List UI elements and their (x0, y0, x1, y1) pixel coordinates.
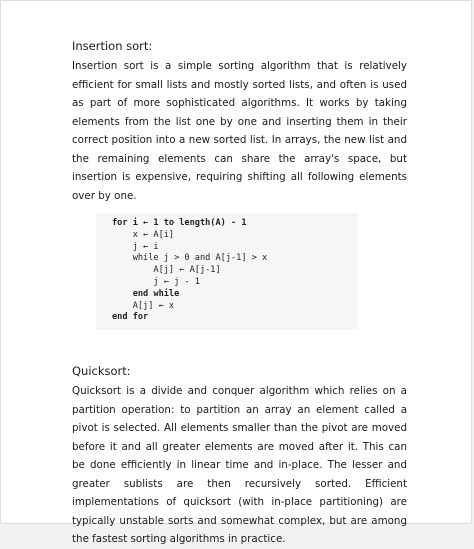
code-line: A[j] ← x (112, 300, 175, 311)
quicksort-heading: Quicksort: (72, 364, 131, 379)
section-spacer (72, 330, 407, 363)
code-line: end while (112, 288, 180, 299)
code-line: while j > 0 and A[j-1] > x (112, 253, 268, 264)
document-content (72, 38, 407, 549)
insertion-sort-paragraph: Insertion sort is a simple sorting algorithm that is relatively efficient for small lists and mostly sorted lists, and often is used as part of more sophisticated algorithms. It works by taking elements from the list one by one and inserting them in their correct position into a new sorted list. In arrays, the new list and the remaining elements can share the array's space, but insertion is expensive, requiring shifting all following elements over by one. (72, 60, 407, 202)
code-line: j ← i (112, 241, 159, 252)
code-line: A[j] ← A[j-1] (112, 265, 221, 276)
insertion-sort-heading: Insertion sort: (72, 39, 153, 53)
code-line: end for (112, 312, 149, 323)
quicksort-paragraph: Quicksort is a divide and conquer algorithm which relies on a partition operation: to partition an array an element called a pivot is selected. All elements smaller than the pivot are moved before it and all greater elements are moved after it. This can be done efficiently in linear time and in-place. The lesser and greater sublists are then recursively sorted. Efficient implementations of quicksort (with in-place partitioning) are typically unstable sorts and somewhat complex, but are among the fastest sorting algorithms in practice. (72, 385, 407, 546)
code-line: x ← A[i] (112, 229, 175, 240)
code-line: j ← j - 1 (112, 276, 200, 287)
code-line: for i ← 1 to length(A) - 1 (112, 218, 247, 228)
insertion-sort-pseudocode (96, 213, 358, 330)
